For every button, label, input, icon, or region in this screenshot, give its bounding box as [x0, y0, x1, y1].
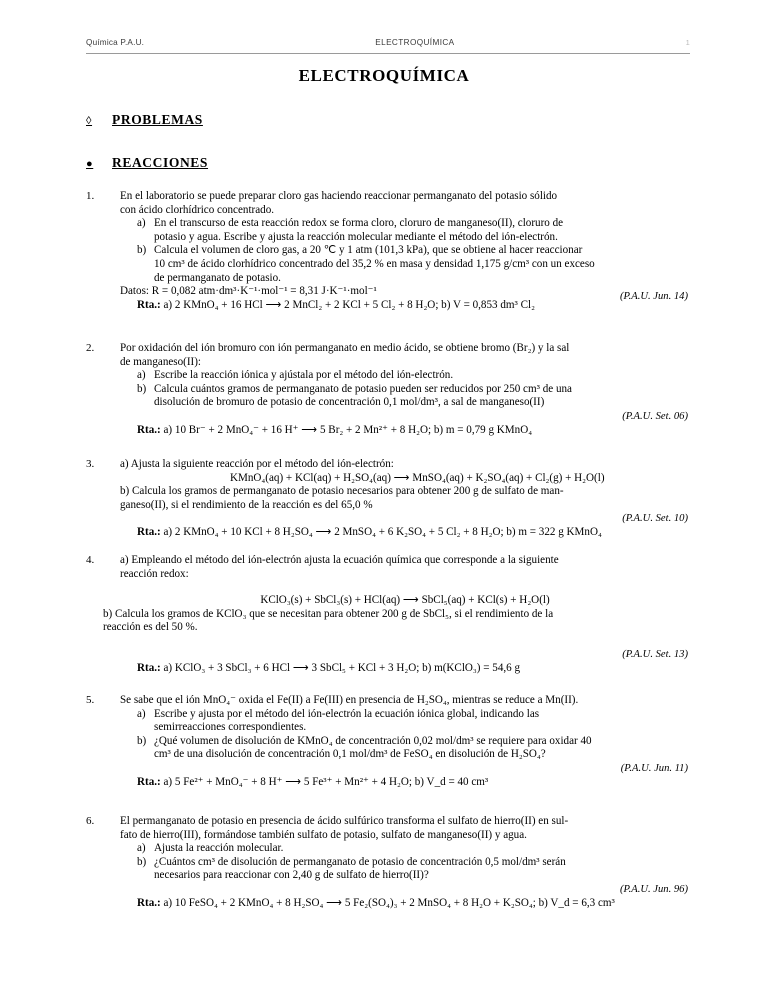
problem-text-line: En el laboratorio se puede preparar cloro gas haciendo reaccionar permanganato del potasio sólido: [120, 190, 558, 202]
problem-2: [86, 342, 690, 437]
problem-subitem-b-line: ganeso(II), si el rendimiento de la reacción es del 65,0 %: [120, 498, 373, 511]
problem-data-line: Datos: R = 0,082 atm·dm³·K⁻¹·mol⁻¹ = 8,31 J·K⁻¹·mol⁻¹: [120, 285, 377, 298]
subitem-line: Calcula el volumen de cloro gas, a 20 ℃ y 1 atm (101,3 kPa), que se obtiene al hacer reaccionar: [154, 244, 583, 257]
problem-subitem-b-line: b) Calcula los gramos de permanganato de potasio necesarios para obtener 200 g de sulfato de man-: [120, 485, 564, 498]
subitem-label: b): [137, 382, 147, 395]
problem-answer: Rta.: a) 2 KMnO₄ + 10 KCl + 8 H₂SO₄ ⟶ 2 MnSO₄ + 6 K₂SO₄ + 5 Cl₂ + 8 H₂O; b) m = 322 g KMnO₄: [137, 525, 602, 538]
problem-text-line: de manganeso(II):: [120, 355, 202, 368]
problem-reference: (P.A.U. Set. 06): [622, 410, 688, 422]
problem-number: 1.: [86, 190, 95, 202]
subitem-label: b): [137, 244, 147, 257]
header-rule: [86, 53, 690, 54]
subitem-line: Escribe y ajusta por el método del ión-electrón la ecuación iónica global, indicando las: [154, 707, 540, 720]
problem-text-line: Por oxidación del ión bromuro con ión permanganato en medio ácido, se obtiene bromo (Br₂) y la sal: [120, 342, 570, 354]
subitem-line: Ajusta la reacción molecular.: [154, 842, 284, 855]
subitem-label: a): [137, 842, 146, 855]
subitem-line: 10 cm³ de ácido clorhídrico concentrado del 35,2 % en masa y densidad 1,175 g/cm³ con un exceso: [154, 257, 595, 270]
chemical-equation: KClO₃(s) + SbCl₃(s) + HCl(aq) ⟶ SbCl₅(aq) + KCl(s) + H₂O(l): [260, 594, 550, 607]
section-heading-reacciones: [86, 155, 208, 171]
subitem-label: a): [137, 707, 146, 720]
problem-reference: (P.A.U. Jun. 11): [620, 762, 688, 774]
subitem-line: ¿Qué volumen de disolución de KMnO₄ de concentración 0,02 mol/dm³ se requiere para oxidar 40: [154, 734, 592, 747]
problem-reference: (P.A.U. Set. 13): [622, 648, 688, 660]
header-page-number: 1: [685, 38, 690, 47]
problem-answer: Rta.: a) KClO₃ + 3 SbCl₃ + 6 HCl ⟶ 3 SbCl₅ + KCl + 3 H₂O; b) m(KClO₃) = 54,6 g: [137, 661, 521, 674]
problem-reference: (P.A.U. Jun. 96): [619, 883, 688, 895]
subitem-line: ¿Cuántos cm³ de disolución de permanganato de potasio de concentración 0,5 mol/dm³ serán: [154, 855, 566, 868]
problem-text-line: fato de hierro(III), formándose también sulfato de potasio, sulfato de manganeso(II) y agua.: [120, 828, 527, 841]
problem-subitem-b-line: reacción es del 50 %.: [103, 621, 198, 634]
problem-reference: (P.A.U. Set. 10): [622, 513, 688, 525]
problem-number: 3.: [86, 458, 95, 470]
header-left-text: Química P.A.U.: [86, 38, 145, 47]
problem-subitem-a: [137, 842, 690, 856]
problem-answer: Rta.: a) 10 Br⁻ + 2 MnO₄⁻ + 16 H⁺ ⟶ 5 Br₂ + 2 Mn²⁺ + 8 H₂O; b) m = 0,79 g KMnO₄: [137, 423, 533, 436]
problem-text-line: El permanganato de potasio en presencia de ácido sulfúrico transforma el sulfato de hierro(II) en sul-: [120, 815, 569, 827]
chemical-equation: KMnO₄(aq) + KCl(aq) + H₂SO₄(aq) ⟶ MnSO₄(aq) + K₂SO₄(aq) + Cl₂(g) + H₂O(l): [230, 471, 605, 484]
problem-text-line: Se sabe que el ión MnO₄⁻ oxida el Fe(II) a Fe(III) en presencia de H₂SO₄, mientras se reduce a Mn(II).: [120, 694, 579, 706]
problem-6: [86, 815, 690, 910]
problem-subitem-b: [137, 244, 690, 285]
subitem-line: cm³ de una disolución de concentración 0,1 mol/dm³ de FeSO₄ en disolución de H₂SO₄?: [154, 748, 546, 761]
subitem-label: b): [137, 734, 147, 747]
subitem-line: necesarios para reaccionar con 2,40 g de sulfato de hierro(II)?: [154, 869, 429, 882]
problem-number: 2.: [86, 342, 95, 354]
page-title: ELECTROQUÍMICA: [298, 66, 470, 85]
problem-text-line: a) Empleando el método del ión-electrón ajusta la ecuación química que corresponde a la siguiente: [120, 554, 559, 566]
problem-3: [86, 458, 690, 540]
problem-number: 5.: [86, 694, 95, 706]
dot-bullet-icon: ●: [86, 158, 94, 170]
problem-subitem-a: [137, 708, 690, 735]
problem-answer: Rta.: a) 2 KMnO₄ + 16 HCl ⟶ 2 MnCl₂ + 2 KCl + 5 Cl₂ + 8 H₂O; b) V = 0,853 dm³ Cl₂: [137, 298, 535, 311]
problem-answer: Rta.: a) 5 Fe²⁺ + MnO₄⁻ + 8 H⁺ ⟶ 5 Fe³⁺ + Mn²⁺ + 4 H₂O; b) V_d = 40 cm³: [137, 775, 489, 788]
problem-number: 4.: [86, 554, 95, 566]
subitem-label: a): [137, 369, 146, 382]
problem-reference: (P.A.U. Jun. 14): [619, 291, 688, 302]
problem-subitem-a: [137, 217, 690, 244]
problem-number: 6.: [86, 815, 95, 827]
problem-subitem-b: [137, 856, 690, 883]
section-label-problemas: PROBLEMAS: [112, 112, 203, 127]
problem-subitem-b: [137, 735, 690, 762]
problem-subitem-a: a) Ajusta la siguiente reacción por el método del ión-electrón:: [120, 458, 394, 470]
problem-subitem-a: [137, 369, 690, 383]
problem-subitem-b: [137, 383, 690, 410]
section-label-reacciones: REACCIONES: [112, 155, 209, 170]
problem-answer: Rta.: a) 10 FeSO₄ + 2 KMnO₄ + 8 H₂SO₄ ⟶ 5 Fe₂(SO₄)₃ + 2 MnSO₄ + 8 H₂O + K₂SO₄; b) V_d = 6,3 cm³: [137, 896, 615, 909]
problem-text-line: con ácido clorhídrico concentrado.: [120, 203, 275, 216]
problem-subitem-b-line: b) Calcula los gramos de KClO₃ que se necesitan para obtener 200 g de SbCl₅, si el rendimiento de la: [103, 607, 554, 620]
problem-5: [86, 694, 690, 789]
subitem-line: En el transcurso de esta reacción redox se forma cloro, cloruro de manganeso(II), cloruro de: [154, 217, 564, 230]
problem-1: [86, 190, 690, 312]
subitem-line: de permanganato de potasio.: [154, 271, 281, 284]
subitem-line: Calcula cuántos gramos de permanganato de potasio pueden ser reducidos por 250 cm³ de una: [154, 382, 572, 395]
problem-4: [86, 554, 690, 675]
subitem-line: semirreacciones correspondientes.: [154, 721, 307, 734]
diamond-bullet-icon: ◊: [86, 115, 93, 127]
subitem-line: Escribe la reacción iónica y ajústala por el método del ión-electrón.: [154, 369, 454, 382]
subitem-label: b): [137, 855, 147, 868]
subitem-label: a): [137, 217, 146, 230]
section-heading-problemas: [86, 112, 203, 128]
running-header: [86, 38, 690, 54]
subitem-line: potasio y agua. Escribe y ajusta la reacción molecular mediante el método del ión-electrón.: [154, 230, 558, 243]
problem-text-line: reacción redox:: [120, 567, 189, 580]
header-center-text: ELECTROQUÍMICA: [375, 38, 455, 47]
subitem-line: disolución de bromuro de potasio de concentración 0,1 mol/dm³, a sal de manganeso(II): [154, 396, 545, 409]
